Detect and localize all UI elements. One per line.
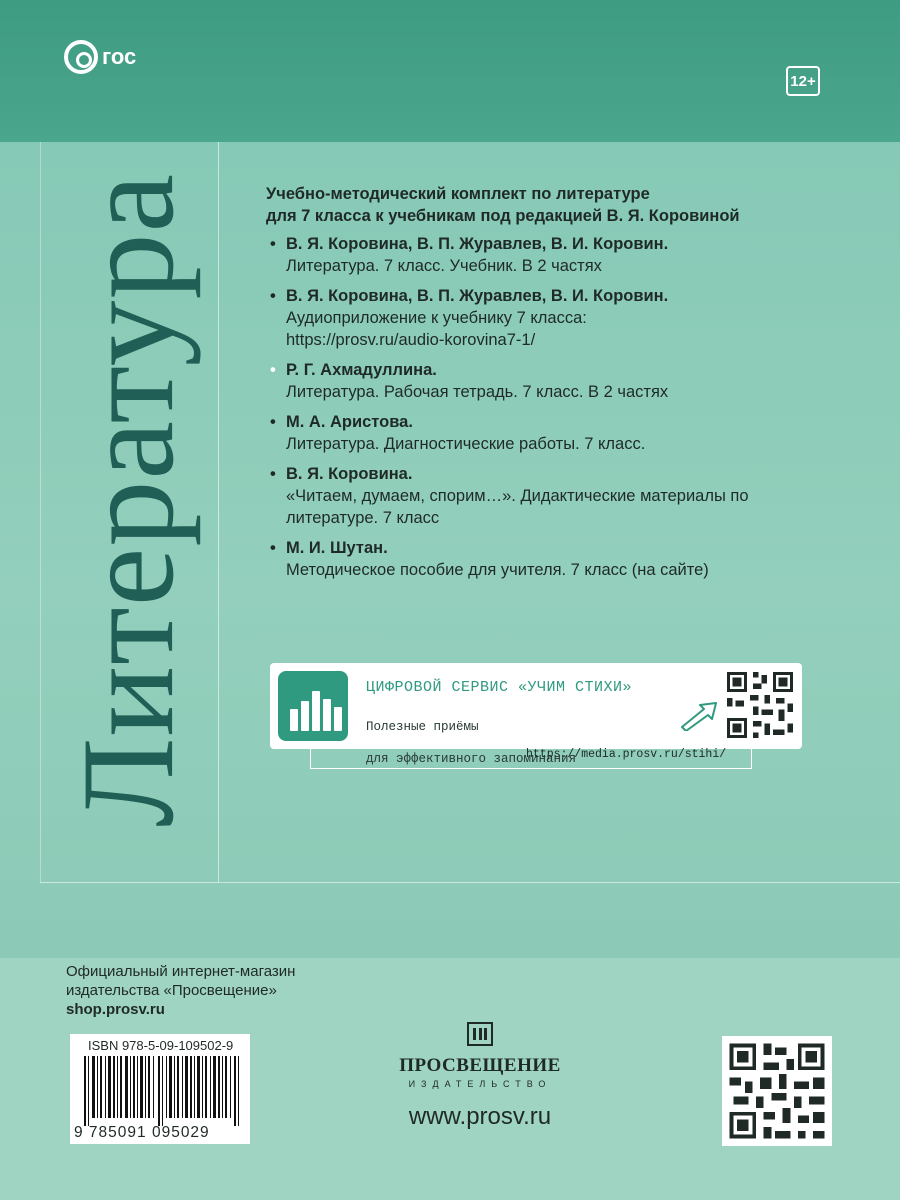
entry-description: Литература. Рабочая тетрадь. 7 класс. В 2 частях: [286, 383, 669, 401]
entry-author: М. И. Шутан.: [286, 539, 388, 557]
kit-entry: [266, 411, 866, 455]
frame-line: [218, 142, 219, 882]
bullet: •: [270, 235, 276, 253]
service-subtitle: [366, 703, 576, 783]
kit-entry: [266, 285, 866, 351]
kit-entry: [266, 233, 866, 277]
entry-author: В. Я. Коровина, В. П. Журавлев, В. И. Коровин.: [286, 235, 669, 253]
entry-author: В. Я. Коровина, В. П. Журавлев, В. И. Коровин.: [286, 287, 669, 305]
kit-entry-highlighted: [266, 359, 866, 403]
isbn-label: ISBN 978-5-09-109502-9: [88, 1038, 234, 1053]
bullet: •: [270, 287, 276, 305]
fgos-logo-text: гос: [102, 44, 137, 69]
qr-code-icon[interactable]: [724, 669, 796, 741]
kit-entry: [266, 463, 866, 529]
entry-description: «Читаем, думаем, спорим…». Дидактические материалы по: [286, 487, 749, 505]
barcode-digits: 9 785091 095029: [74, 1124, 210, 1141]
kit-list: [266, 183, 866, 589]
fgos-circle-icon: [64, 40, 98, 74]
entry-audio-link[interactable]: https://prosv.ru/audio-korovina7-1/: [286, 331, 536, 349]
bullet: •: [270, 361, 276, 379]
entry-description: Аудиоприложение к учебнику 7 класса:: [286, 309, 587, 327]
entry-description: литературе. 7 класс: [286, 509, 440, 527]
bullet: •: [270, 539, 276, 557]
age-rating-badge: 12+: [786, 66, 820, 96]
frame-line: [40, 882, 900, 883]
bullet: •: [270, 413, 276, 431]
fgos-logo: [64, 40, 136, 74]
bullet: •: [270, 465, 276, 483]
service-title: ЦИФРОВОЙ СЕРВИС «УЧИМ СТИХИ»: [366, 679, 633, 696]
service-subtitle-line: Полезные приёмы: [366, 720, 479, 734]
entry-author: В. Я. Коровина.: [286, 465, 413, 483]
kit-intro-line: для 7 класса к учебникам под редакцией В. Я. Коровиной: [266, 207, 740, 225]
isbn-barcode-box: [70, 1034, 250, 1144]
service-url[interactable]: https://media.prosv.ru/stihi/: [526, 748, 727, 761]
publisher-subtitle: ИЗДАТЕЛЬСТВО: [408, 1079, 552, 1089]
publisher-website[interactable]: www.prosv.ru: [408, 1103, 552, 1130]
entry-description: Методическое пособие для учителя. 7 класс (на сайте): [286, 561, 709, 579]
cover-title-text: Литература: [54, 172, 201, 828]
shop-url[interactable]: shop.prosv.ru: [66, 1001, 165, 1018]
kit-intro-line: Учебно-методический комплект по литературе: [266, 185, 650, 203]
qr-code-icon[interactable]: [722, 1036, 832, 1146]
entry-author: М. А. Аристова.: [286, 413, 413, 431]
entry-author: Р. Г. Ахмадуллина.: [286, 361, 437, 379]
publisher-block: [390, 1022, 570, 1131]
entry-description: Литература. Диагностические работы. 7 класс.: [286, 435, 646, 453]
barcode-icon: [82, 1056, 242, 1126]
shop-line: Официальный интернет-магазин: [66, 963, 296, 980]
publisher-name: ПРОСВЕЩЕНИЕ: [399, 1055, 561, 1076]
kit-intro: [266, 183, 866, 227]
pointer-arrow-icon: [678, 699, 720, 731]
kit-entry: [266, 537, 866, 581]
entry-description: Литература. 7 класс. Учебник. В 2 частях: [286, 257, 602, 275]
books-icon: [278, 671, 348, 741]
shop-line: издательства «Просвещение»: [66, 982, 277, 999]
publisher-logo-icon: [467, 1022, 493, 1046]
cover-title: [38, 170, 218, 830]
shop-info: [66, 962, 295, 1019]
service-subtitle-line: для эффективного запоминания: [366, 752, 577, 766]
